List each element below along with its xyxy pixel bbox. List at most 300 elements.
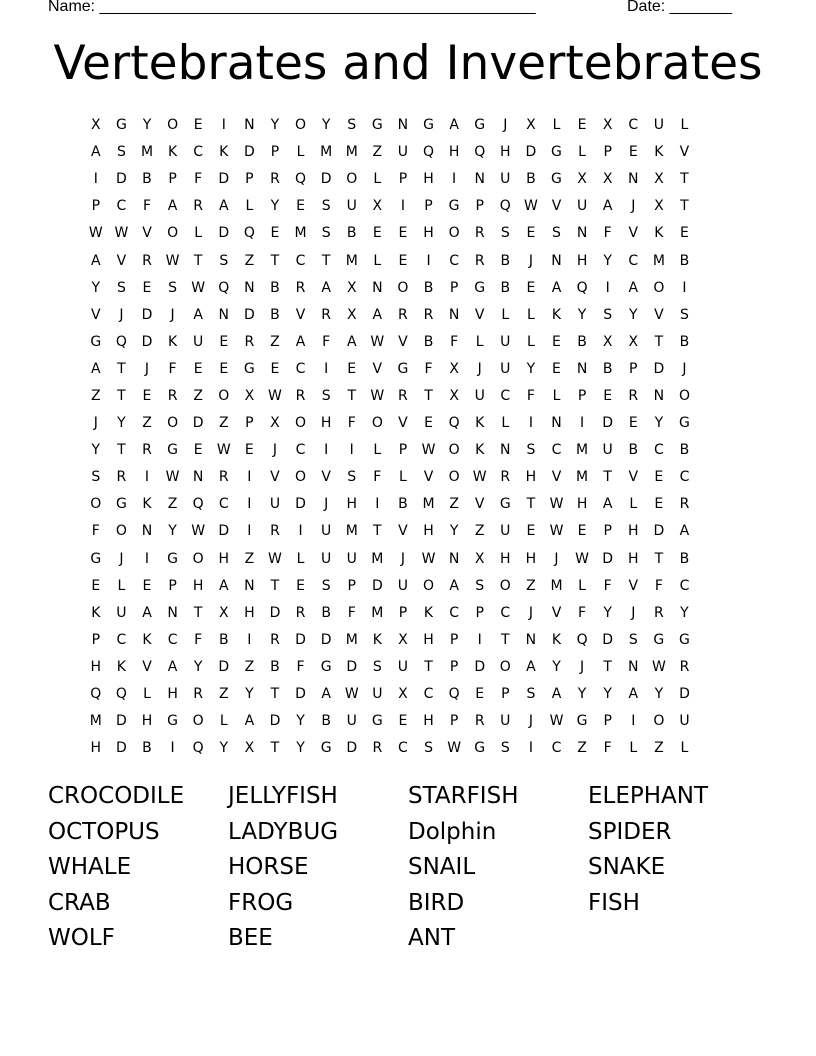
grid-letter: T	[117, 387, 126, 404]
grid-letter: C	[398, 740, 408, 757]
grid-letter: A	[193, 306, 203, 323]
grid-letter: Z	[474, 523, 485, 540]
grid-letter: J	[503, 117, 508, 134]
grid-letter: O	[448, 442, 460, 459]
grid-letter: Y	[526, 360, 536, 377]
grid-letter: Y	[91, 279, 101, 296]
grid-letter: K	[167, 333, 178, 350]
grid-letter: N	[192, 469, 204, 486]
grid-letter: W	[370, 387, 385, 404]
grid-letter: T	[270, 740, 280, 757]
grid-letter: X	[346, 279, 357, 296]
grid-letter: R	[679, 658, 690, 675]
grid-letter: G	[90, 333, 102, 350]
grid-letter: B	[142, 740, 152, 757]
grid-letter: A	[449, 117, 459, 134]
grid-letter: Y	[168, 523, 177, 540]
grid-letter: Y	[321, 117, 331, 134]
grid-letter: A	[167, 198, 178, 215]
grid-letter: K	[142, 496, 152, 513]
grid-letter: Q	[448, 686, 460, 703]
grid-letter: A	[167, 658, 178, 675]
grid-letter: D	[116, 171, 127, 188]
grid-letter: Z	[244, 658, 255, 675]
grid-letter: U	[269, 496, 281, 513]
grid-letter: T	[193, 252, 203, 269]
grid-letter: E	[142, 577, 152, 594]
grid-letter: K	[167, 144, 178, 161]
grid-letter: O	[499, 577, 511, 594]
grid-letter: D	[653, 523, 665, 540]
grid-row	[83, 518, 733, 545]
grid-letter: V	[474, 306, 485, 323]
grid-letter: R	[372, 740, 383, 757]
grid-letter: O	[192, 713, 204, 730]
grid-letter: G	[167, 713, 178, 730]
grid-letter: W	[370, 333, 385, 350]
grid-letter: P	[91, 631, 101, 648]
grid-letter: C	[449, 252, 459, 269]
grid-letter: V	[551, 198, 562, 215]
grid-letter: H	[423, 225, 434, 242]
grid-letter: J	[682, 360, 687, 377]
grid-letter: W	[216, 442, 231, 459]
grid-letter: F	[168, 360, 177, 377]
grid-letter: H	[576, 496, 588, 513]
grid-letter: C	[500, 604, 511, 621]
grid-row	[83, 112, 733, 139]
grid-letter: X	[474, 550, 485, 567]
grid-letter: C	[628, 252, 639, 269]
grid-letter: C	[193, 144, 204, 161]
grid-letter: R	[193, 198, 204, 215]
grid-letter: C	[295, 252, 306, 269]
grid-letter: Y	[193, 658, 203, 675]
grid-letter: T	[270, 686, 280, 703]
grid-letter: O	[90, 496, 102, 513]
grid-letter: A	[602, 198, 613, 215]
grid-letter: A	[321, 279, 331, 296]
grid-letter: L	[373, 171, 382, 188]
grid-letter: L	[194, 225, 203, 242]
grid-letter: E	[142, 279, 152, 296]
grid-letter: Y	[577, 686, 587, 703]
grid-letter: K	[116, 658, 126, 675]
word-list-item: WHALE	[48, 854, 132, 881]
grid-letter: L	[296, 144, 305, 161]
grid-letter: U	[346, 198, 357, 215]
grid-letter: F	[347, 604, 356, 621]
word-list-item: WOLF	[48, 925, 115, 952]
grid-letter: L	[680, 740, 689, 757]
grid-letter: Y	[117, 415, 126, 432]
grid-letter: G	[371, 713, 383, 730]
grid-letter: L	[552, 117, 561, 134]
grid-letter: P	[603, 523, 612, 540]
grid-letter: H	[218, 550, 230, 567]
grid-letter: B	[602, 360, 613, 377]
grid-letter: T	[680, 171, 689, 188]
grid-row	[83, 735, 733, 762]
grid-letter: T	[347, 387, 357, 404]
grid-letter: D	[602, 415, 614, 432]
grid-letter: T	[526, 496, 536, 513]
grid-letter: N	[244, 117, 255, 134]
grid-letter: M	[371, 604, 384, 621]
grid-letter: H	[90, 740, 102, 757]
grid-letter: S	[116, 279, 126, 296]
grid-letter: L	[143, 686, 151, 703]
word-list-item: FISH	[588, 889, 640, 916]
grid-letter: L	[526, 306, 535, 323]
grid-letter: M	[345, 523, 358, 540]
grid-letter: G	[423, 117, 434, 134]
grid-letter: O	[295, 415, 307, 432]
word-list-item: STARFISH	[408, 783, 519, 809]
grid-letter: P	[449, 713, 459, 730]
grid-letter: V	[270, 469, 280, 486]
grid-letter: I	[247, 496, 252, 513]
grid-row	[83, 627, 733, 654]
grid-letter: B	[142, 171, 152, 188]
grid-letter: E	[193, 442, 203, 459]
grid-letter: A	[321, 686, 331, 703]
grid-letter: I	[349, 442, 354, 459]
grid-row	[83, 464, 733, 491]
grid-letter: W	[421, 442, 436, 459]
grid-letter: T	[654, 333, 664, 350]
grid-letter: E	[398, 713, 408, 730]
grid-letter: Z	[654, 740, 664, 757]
word-list-item: LADYBUG	[228, 818, 339, 845]
grid-letter: G	[551, 144, 562, 161]
grid-row	[83, 708, 733, 735]
grid-letter: E	[552, 360, 561, 377]
grid-letter: P	[449, 631, 459, 648]
grid-letter: Z	[218, 686, 229, 703]
grid-letter: H	[423, 171, 434, 188]
grid-letter: I	[247, 469, 252, 486]
grid-letter: K	[423, 604, 434, 621]
grid-letter: U	[602, 442, 613, 459]
grid-letter: D	[474, 658, 486, 675]
grid-letter: W	[344, 686, 359, 703]
grid-row	[83, 654, 733, 681]
grid-letter: E	[603, 387, 613, 404]
word-list-item: BIRD	[408, 889, 465, 916]
grid-letter: H	[628, 523, 639, 540]
grid-letter: C	[628, 117, 639, 134]
grid-letter: X	[398, 631, 408, 648]
grid-row	[83, 546, 733, 573]
grid-letter: U	[397, 144, 409, 161]
grid-letter: A	[346, 333, 357, 350]
grid-letter: I	[324, 360, 329, 377]
grid-letter: T	[603, 469, 612, 486]
grid-letter: G	[90, 550, 102, 567]
grid-letter: X	[244, 740, 255, 757]
grid-letter: J	[528, 252, 533, 269]
grid-letter: Y	[449, 523, 459, 540]
grid-letter: O	[448, 225, 460, 242]
grid-letter: T	[193, 604, 203, 621]
grid-letter: C	[423, 686, 434, 703]
grid-row	[83, 193, 733, 220]
grid-letter: O	[371, 415, 383, 432]
grid-letter: A	[91, 144, 101, 161]
grid-letter: F	[603, 225, 612, 242]
grid-letter: K	[142, 631, 152, 648]
grid-letter: H	[628, 550, 639, 567]
grid-letter: P	[424, 198, 433, 215]
grid-letter: V	[372, 360, 383, 377]
grid-letter: G	[115, 117, 127, 134]
grid-letter: E	[372, 225, 382, 242]
grid-letter: L	[501, 415, 510, 432]
grid-letter: B	[500, 252, 511, 269]
grid-letter: F	[194, 171, 203, 188]
grid-letter: J	[324, 496, 329, 513]
grid-letter: U	[397, 658, 409, 675]
grid-letter: W	[165, 252, 180, 269]
grid-letter: M	[576, 442, 589, 459]
grid-letter: D	[320, 171, 332, 188]
grid-letter: D	[218, 658, 230, 675]
grid-letter: C	[295, 442, 306, 459]
grid-letter: B	[628, 442, 639, 459]
grid-letter: R	[679, 496, 690, 513]
grid-letter: F	[296, 658, 305, 675]
grid-letter: Y	[552, 658, 561, 675]
grid-letter: I	[93, 171, 98, 188]
grid-letter: K	[551, 306, 562, 323]
grid-letter: R	[628, 387, 639, 404]
grid-letter: C	[653, 442, 664, 459]
grid-letter: X	[654, 171, 664, 188]
grid-letter: T	[680, 198, 689, 215]
grid-letter: V	[628, 577, 639, 594]
grid-letter: G	[320, 740, 332, 757]
grid-letter: N	[244, 279, 255, 296]
grid-letter: B	[270, 658, 280, 675]
grid-letter: R	[244, 333, 255, 350]
grid-letter: D	[653, 360, 665, 377]
grid-letter: G	[653, 631, 665, 648]
grid-letter: W	[88, 225, 103, 242]
grid-letter: F	[194, 631, 203, 648]
grid-letter: E	[424, 415, 433, 432]
grid-letter: U	[500, 713, 511, 730]
grid-letter: Z	[193, 387, 203, 404]
grid-letter: S	[500, 740, 510, 757]
grid-letter: N	[500, 442, 511, 459]
grid-letter: U	[653, 117, 664, 134]
grid-letter: Y	[219, 740, 229, 757]
grid-letter: D	[295, 686, 306, 703]
grid-letter: S	[680, 306, 689, 323]
grid-letter: K	[551, 631, 562, 648]
grid-letter: Z	[526, 577, 536, 594]
grid-letter: I	[528, 740, 533, 757]
grid-letter: J	[580, 658, 585, 675]
grid-letter: Q	[90, 686, 102, 703]
grid-letter: V	[628, 225, 639, 242]
grid-letter: O	[346, 171, 358, 188]
grid-letter: E	[526, 523, 536, 540]
grid-letter: N	[448, 306, 460, 323]
grid-letter: J	[631, 604, 636, 621]
grid-letter: Y	[654, 686, 664, 703]
grid-letter: I	[324, 442, 329, 459]
grid-letter: T	[373, 523, 382, 540]
grid-letter: G	[243, 360, 255, 377]
grid-letter: V	[398, 523, 408, 540]
grid-letter: H	[346, 496, 357, 513]
grid-letter: L	[680, 117, 689, 134]
grid-letter: D	[346, 658, 358, 675]
grid-letter: Q	[576, 279, 588, 296]
word-list-item: ANT	[408, 925, 455, 952]
grid-letter: L	[475, 333, 484, 350]
grid-letter: I	[528, 415, 533, 432]
grid-letter: R	[218, 469, 229, 486]
grid-letter: W	[421, 550, 436, 567]
grid-letter: D	[218, 523, 230, 540]
grid-letter: D	[602, 550, 614, 567]
grid-letter: H	[500, 144, 511, 161]
grid-letter: I	[298, 523, 303, 540]
grid-letter: A	[526, 658, 536, 675]
grid-letter: E	[347, 360, 357, 377]
grid-letter: U	[474, 387, 485, 404]
grid-letter: U	[679, 713, 690, 730]
grid-letter: J	[119, 306, 124, 323]
grid-letter: H	[423, 523, 434, 540]
grid-letter: E	[526, 225, 536, 242]
grid-letter: G	[371, 117, 383, 134]
grid-letter: Y	[296, 740, 305, 757]
grid-letter: Q	[192, 496, 204, 513]
grid-letter: T	[424, 387, 433, 404]
grid-letter: R	[398, 387, 408, 404]
grid-letter: O	[448, 469, 460, 486]
grid-letter: R	[270, 523, 280, 540]
grid-letter: E	[654, 496, 664, 513]
grid-letter: G	[167, 442, 178, 459]
grid-letter: H	[320, 415, 332, 432]
grid-row	[83, 275, 733, 302]
grid-letter: E	[296, 577, 305, 594]
grid-letter: P	[629, 360, 638, 377]
grid-letter: C	[551, 442, 562, 459]
grid-letter: D	[602, 631, 614, 648]
grid-letter: T	[654, 550, 664, 567]
grid-letter: P	[168, 577, 177, 594]
grid-letter: R	[398, 306, 408, 323]
grid-letter: Z	[218, 415, 229, 432]
grid-letter: F	[347, 415, 356, 432]
grid-letter: L	[296, 550, 305, 567]
grid-letter: N	[218, 306, 229, 323]
grid-letter: I	[580, 415, 585, 432]
grid-letter: I	[631, 713, 636, 730]
grid-letter: B	[398, 496, 408, 513]
grid-letter: B	[321, 604, 331, 621]
word-list-item: CRAB	[48, 889, 111, 916]
grid-letter: H	[244, 604, 255, 621]
word-list-item: HORSE	[228, 854, 309, 881]
grid-letter: N	[474, 171, 485, 188]
grid-letter: S	[219, 252, 229, 269]
grid-letter: S	[424, 740, 433, 757]
grid-letter: L	[245, 198, 254, 215]
grid-letter: U	[346, 550, 357, 567]
grid-letter: G	[474, 279, 486, 296]
grid-letter: V	[679, 144, 690, 161]
word-list-item: SNAIL	[408, 854, 476, 881]
grid-letter: M	[89, 713, 102, 730]
grid-letter: N	[653, 387, 665, 404]
grid-letter: F	[322, 333, 331, 350]
grid-letter: P	[270, 144, 280, 161]
grid-letter: O	[167, 117, 179, 134]
grid-letter: I	[477, 631, 482, 648]
grid-letter: F	[603, 577, 612, 594]
grid-letter: I	[452, 171, 457, 188]
grid-letter: V	[551, 604, 562, 621]
grid-letter: Q	[423, 144, 435, 161]
grid-letter: E	[680, 225, 689, 242]
grid-letter: F	[526, 387, 535, 404]
grid-letter: N	[551, 252, 562, 269]
grid-letter: V	[321, 469, 331, 486]
grid-letter: E	[91, 577, 101, 594]
grid-letter: A	[295, 333, 306, 350]
grid-letter: V	[116, 252, 127, 269]
grid-letter: D	[243, 306, 255, 323]
grid-letter: Y	[91, 442, 101, 459]
grid-letter: S	[321, 577, 331, 594]
grid-letter: A	[449, 577, 459, 594]
grid-letter: Z	[244, 252, 255, 269]
grid-letter: T	[270, 252, 280, 269]
grid-letter: W	[549, 713, 564, 730]
grid-letter: R	[167, 387, 178, 404]
grid-letter: W	[472, 469, 487, 486]
grid-letter: G	[551, 171, 562, 188]
grid-letter: Z	[167, 496, 178, 513]
grid-letter: M	[422, 496, 435, 513]
grid-letter: O	[295, 469, 307, 486]
grid-letter: B	[679, 252, 690, 269]
grid-letter: E	[577, 523, 587, 540]
name-field-label: Name: _________________________________________________	[48, 0, 536, 15]
grid-letter: Y	[628, 306, 638, 323]
grid-letter: C	[449, 604, 459, 621]
grid-letter: E	[193, 117, 203, 134]
grid-letter: G	[448, 198, 460, 215]
grid-letter: J	[272, 442, 278, 459]
grid-letter: P	[245, 171, 254, 188]
grid-letter: O	[423, 577, 435, 594]
grid-letter: P	[245, 415, 254, 432]
grid-letter: I	[170, 740, 175, 757]
grid-letter: G	[397, 360, 409, 377]
grid-letter: W	[268, 387, 282, 404]
grid-letter: U	[116, 604, 127, 621]
grid-letter: P	[347, 577, 356, 594]
grid-letter: F	[142, 198, 152, 215]
